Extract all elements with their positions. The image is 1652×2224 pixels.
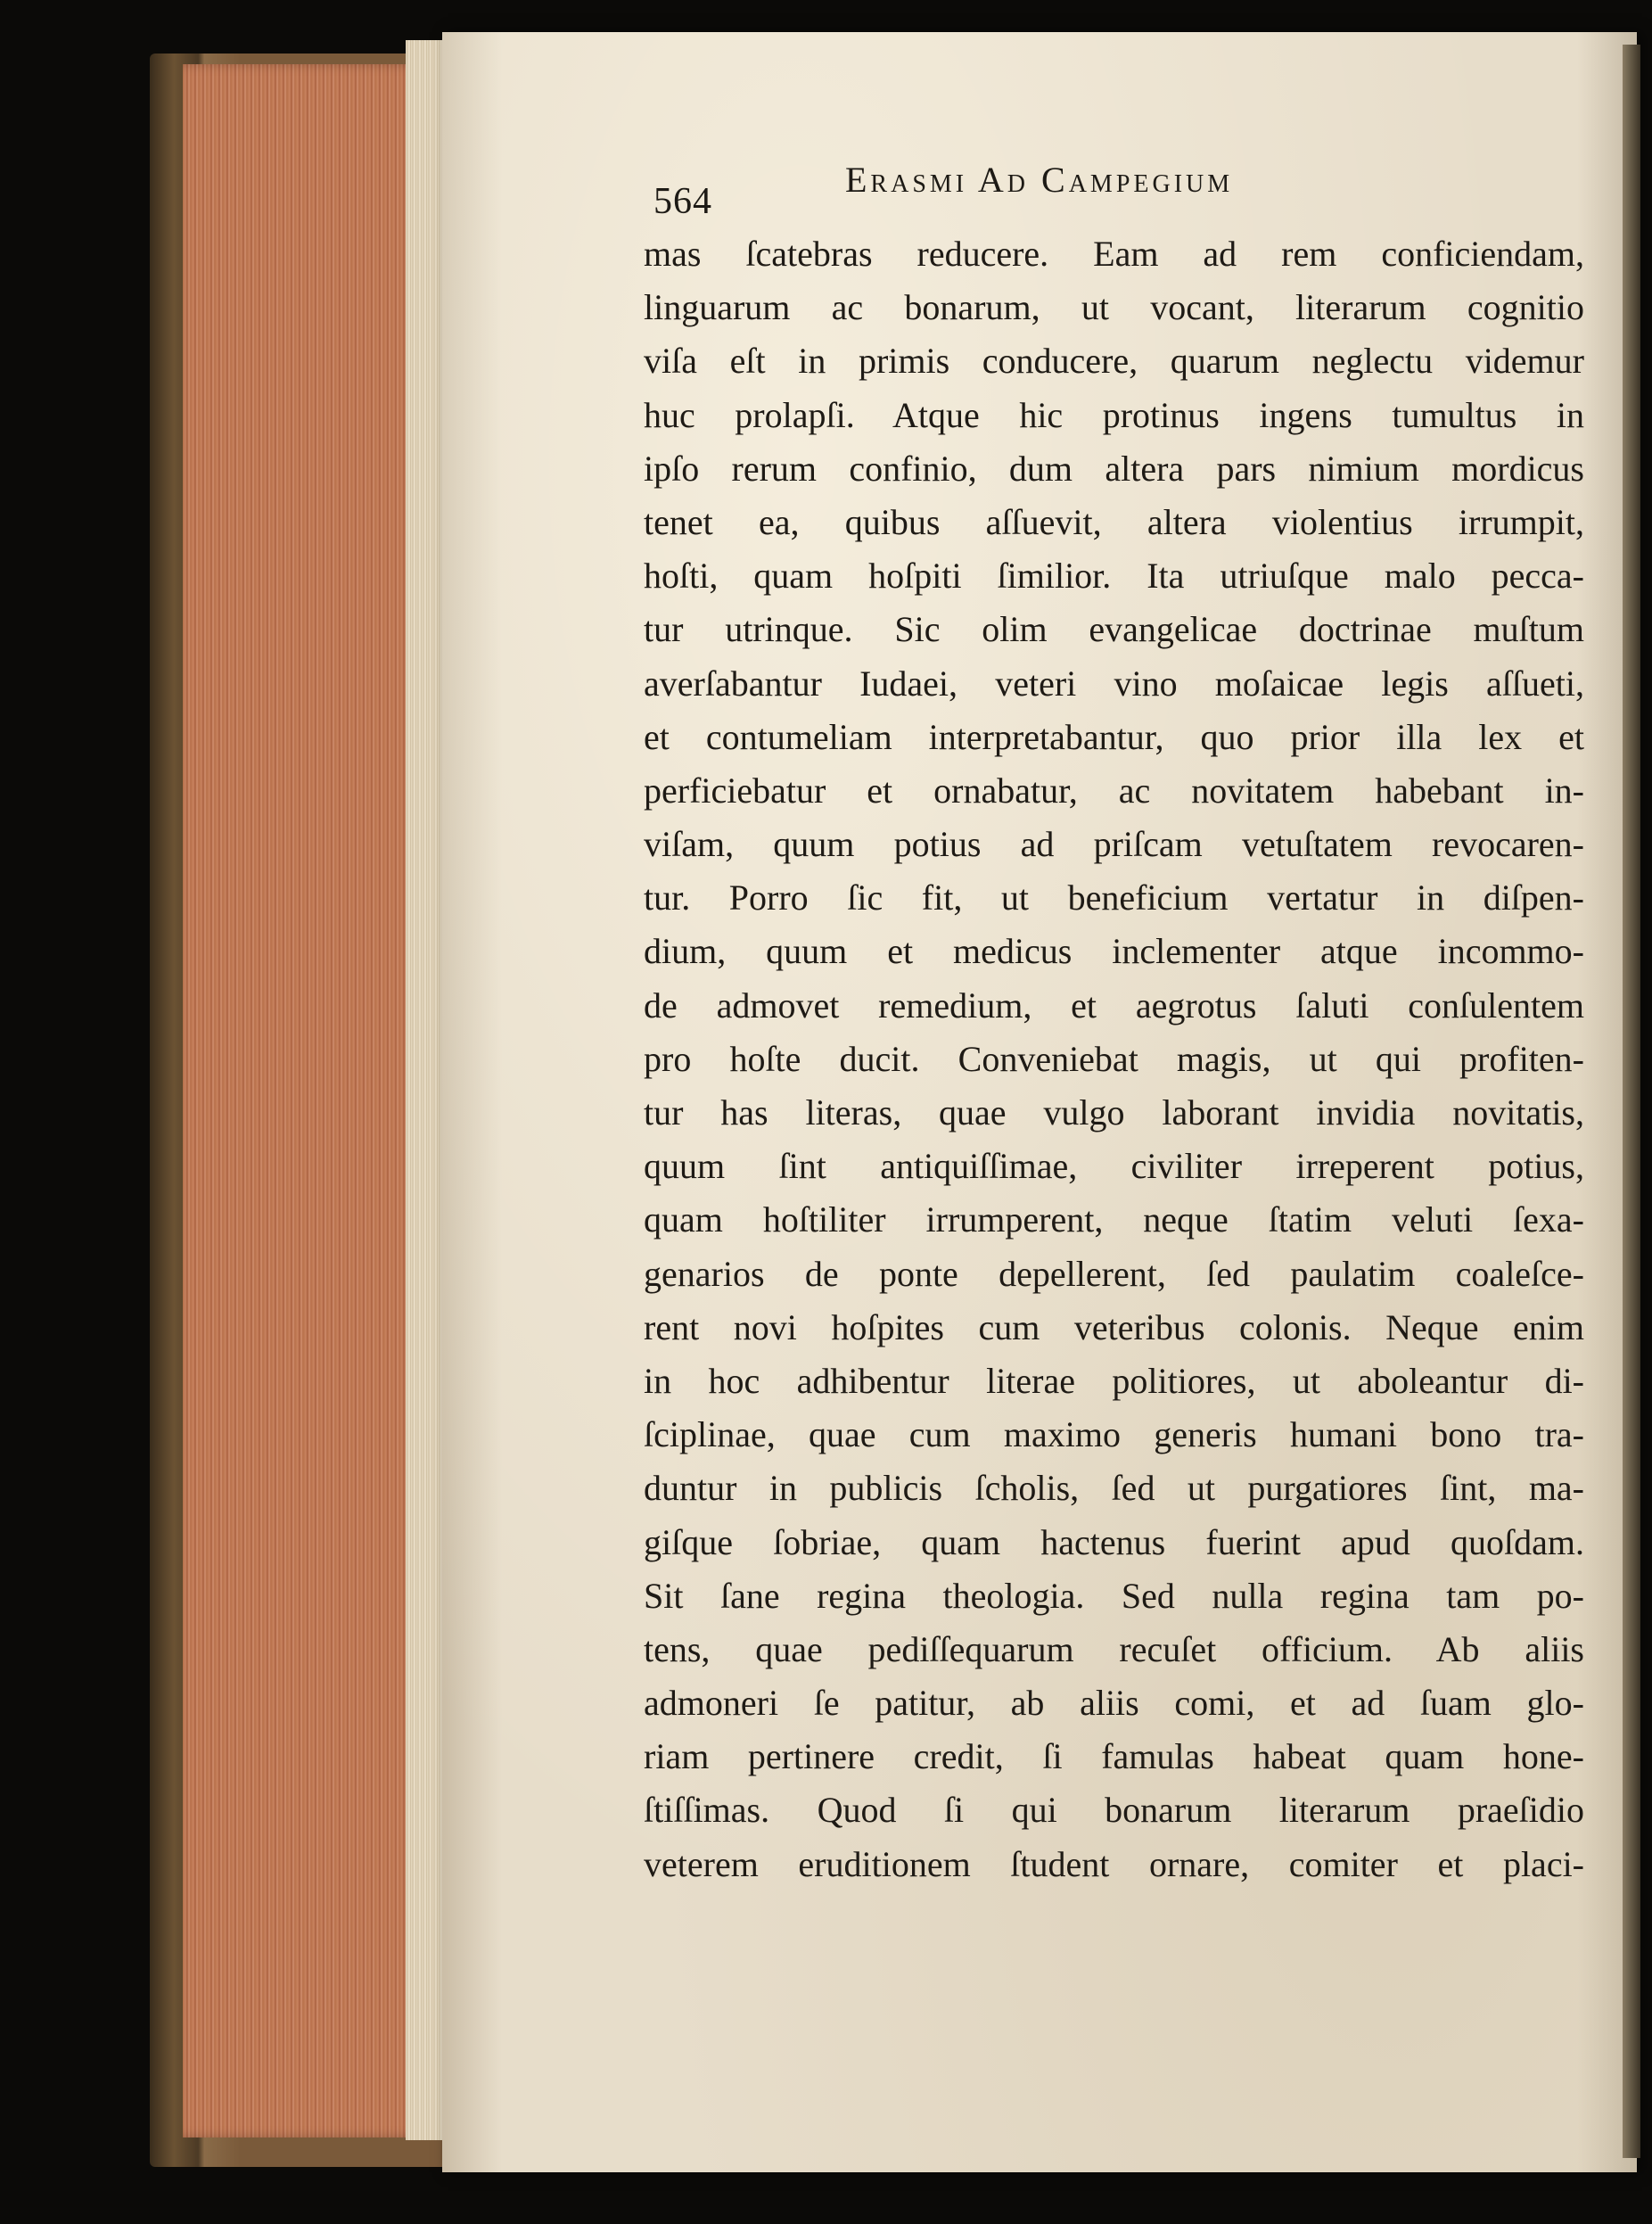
text-line: de admovet remedium, et aegrotus ſaluti conſulentem	[644, 984, 1584, 1026]
text-line: quum ſint antiquiſſimae, civiliter irreperent potius,	[644, 1146, 1584, 1187]
page-number: 564	[653, 181, 712, 222]
text-line: perficiebatur et ornabatur, ac novitatem habebant in-	[644, 770, 1584, 811]
text-line: quam hoſtiliter irrumperent, neque ſtatim veluti ſexa-	[644, 1199, 1584, 1240]
text-line: mas ſcatebras reducere. Eam ad rem conficiendam,	[644, 234, 1584, 274]
text-line: veterem eruditionem ſtudent ornare, comiter et placi-	[644, 1843, 1584, 1884]
text-line: ipſo rerum confinio, dum altera pars nimium mordicus	[644, 448, 1584, 489]
text-line: rent novi hoſpites cum veteribus colonis. Neque enim	[644, 1306, 1584, 1347]
text-line: pro hoſte ducit. Conveniebat magis, ut qui profiten-	[644, 1038, 1584, 1079]
text-line: tens, quae pediſſequarum recuſet officium. Ab aliis	[644, 1628, 1584, 1669]
text-line: Sit ſane regina theologia. Sed nulla regina tam po-	[644, 1575, 1584, 1616]
text-line: tur. Porro ſic fit, ut beneficium vertatur in diſpen-	[644, 877, 1584, 918]
text-line: tenet ea, quibus aſſuevit, altera violentius irrumpit,	[644, 501, 1584, 542]
text-line: ſtiſſimas. Quod ſi qui bonarum literarum praeſidio	[644, 1790, 1584, 1831]
text-line: huc prolapſi. Atque hic protinus ingens tumultus in	[644, 394, 1584, 435]
text-line: in hoc adhibentur literae politiores, ut aboleantur di-	[644, 1360, 1584, 1401]
text-line: tur has literas, quae vulgo laborant invidia novitatis,	[644, 1092, 1584, 1133]
text-line: giſque ſobriae, quam hactenus fuerint apud quoſdam.	[644, 1521, 1584, 1562]
text-line: viſa eſt in primis conducere, quarum neglectu videmur	[644, 341, 1584, 382]
text-line: duntur in publicis ſcholis, ſed ut purgatiores ſint, ma-	[644, 1468, 1584, 1509]
running-head: Erasmi Ad Campegium	[845, 160, 1234, 200]
text-line: admoneri ſe patitur, ab aliis comi, et ad ſuam glo-	[644, 1683, 1584, 1724]
text-line: tur utrinque. Sic olim evangelicae doctrinae muſtum	[644, 609, 1584, 650]
text-line: hoſti, quam hoſpiti ſimilior. Ita utriuſque malo pecca-	[644, 556, 1584, 597]
text-line: ſciplinae, quae cum maximo generis humani bono tra-	[644, 1414, 1584, 1455]
text-line: linguarum ac bonarum, ut vocant, literarum cognitio	[644, 287, 1584, 328]
text-line: averſabantur Iudaei, veteri vino moſaicae legis aſſueti,	[644, 663, 1584, 704]
page-right-shadow	[1623, 45, 1640, 2158]
text-line: viſam, quum potius ad priſcam vetuſtatem revocaren-	[644, 824, 1584, 865]
page-header	[653, 159, 1581, 221]
body-text	[644, 227, 1584, 1891]
text-line: genarios de ponte depellerent, ſed paulatim coaleſce-	[644, 1253, 1584, 1294]
text-line: dium, quum et medicus inclementer atque incommo-	[644, 931, 1584, 972]
text-line: et contumeliam interpretabantur, quo prior illa lex et	[644, 716, 1584, 757]
text-line: riam pertinere credit, ſi famulas habeat quam hone-	[644, 1736, 1584, 1777]
